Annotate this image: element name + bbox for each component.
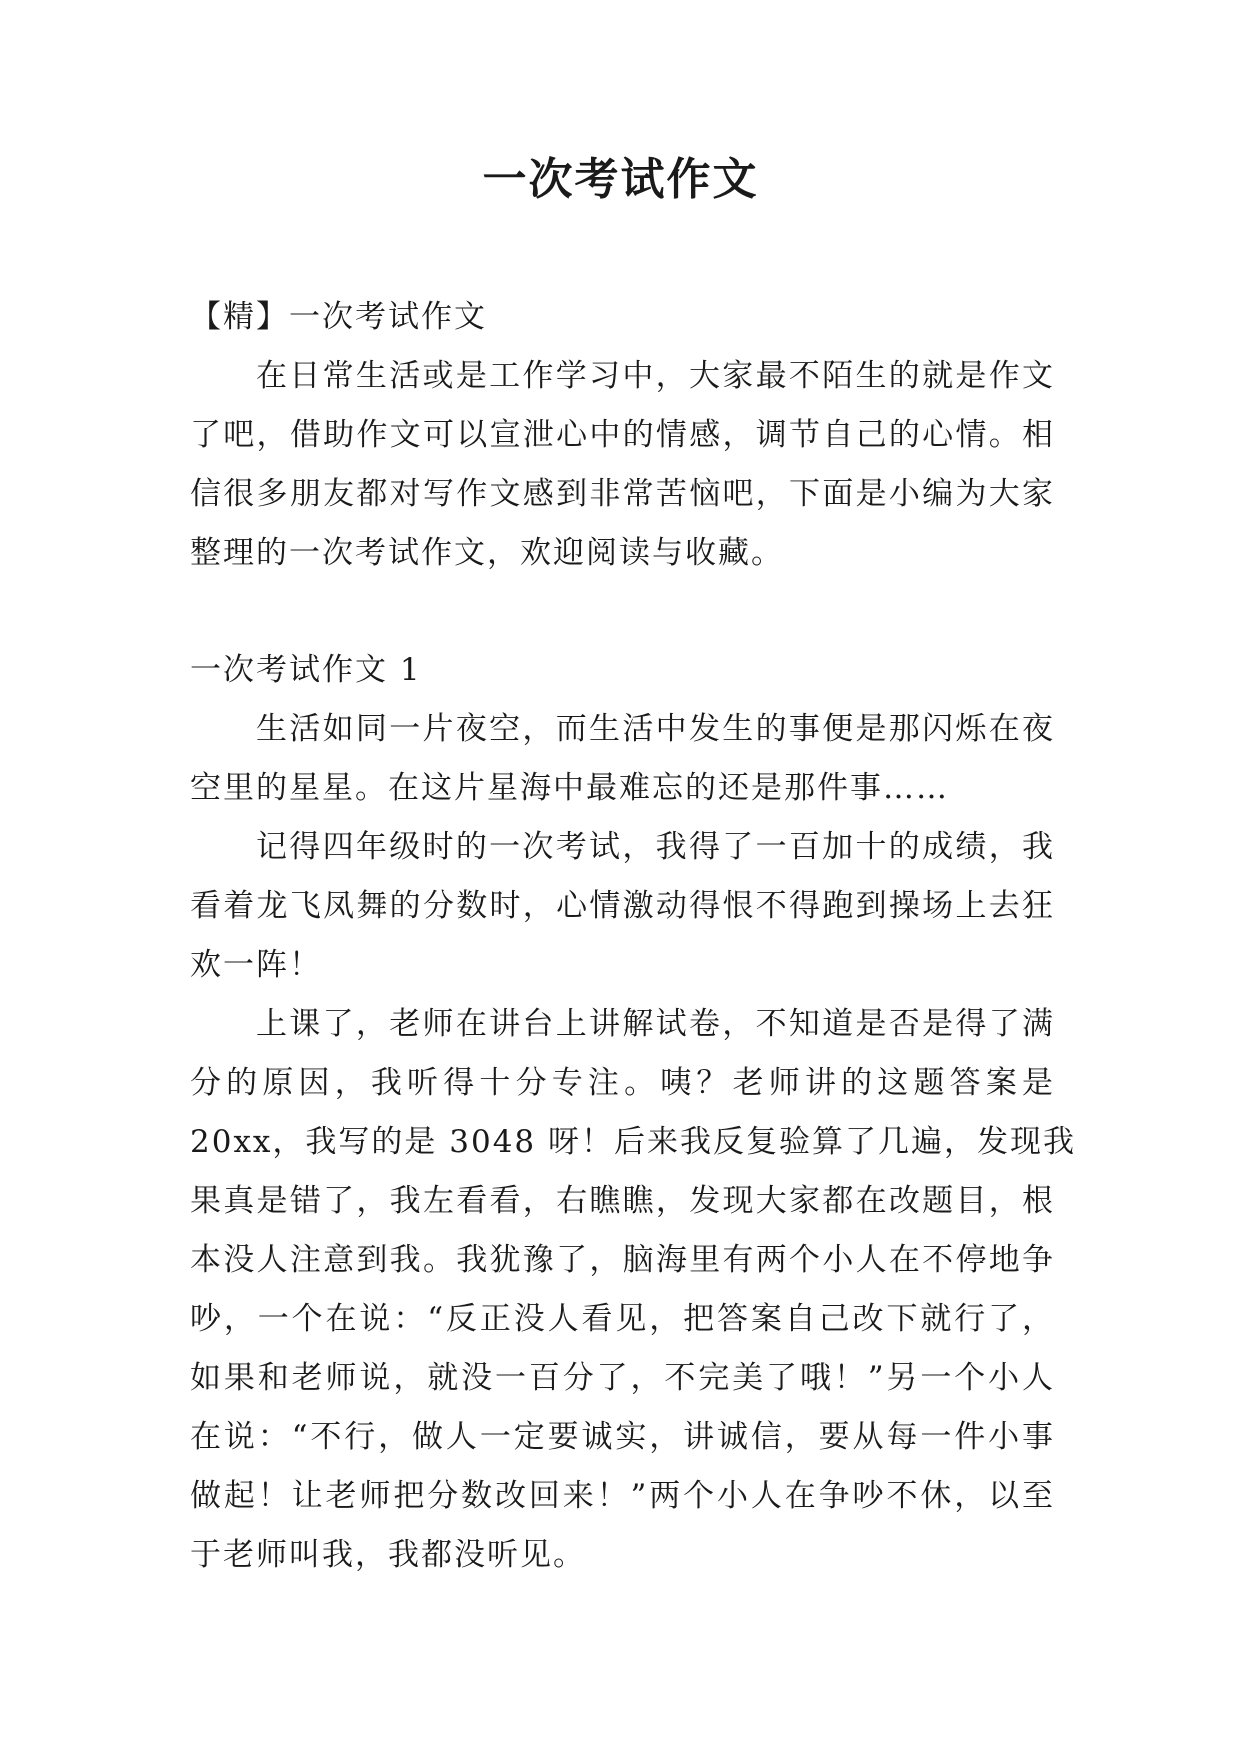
intro-line: 了吧，借助作文可以宣泄心中的情感，调节自己的心情。相 bbox=[190, 417, 1055, 453]
paragraph-line: 做起！让老师把分数改回来！”两个小人在争吵不休，以至 bbox=[190, 1478, 1055, 1514]
paragraph-line: 20xx，我写的是 3048 呀！后来我反复验算了几遍，发现我 bbox=[190, 1124, 1077, 1160]
intro-line: 整理的一次考试作文，欢迎阅读与收藏。 bbox=[190, 535, 784, 571]
paragraph-line: 果真是错了，我左看看，右瞧瞧，发现大家都在改题目，根 bbox=[190, 1183, 1055, 1219]
section-heading: 一次考试作文 1 bbox=[190, 652, 422, 688]
paragraph-line: 看着龙飞凤舞的分数时，心情激动得恨不得跑到操场上去狂 bbox=[190, 888, 1055, 924]
paragraph-line: 在说：“不行，做人一定要诚实，讲诚信，要从每一件小事 bbox=[190, 1419, 1055, 1455]
paragraph-line: 如果和老师说，就没一百分了，不完美了哦！”另一个小人 bbox=[190, 1360, 1055, 1396]
paragraph-line: 吵，一个在说：“反正没人看见，把答案自己改下就行了， bbox=[190, 1301, 1055, 1337]
paragraph-line: 欢一阵！ bbox=[190, 947, 322, 983]
intro-line: 在日常生活或是工作学习中，大家最不陌生的就是作文 bbox=[256, 358, 1055, 394]
paragraph-line: 记得四年级时的一次考试，我得了一百加十的成绩，我 bbox=[256, 829, 1055, 865]
paragraph-line: 本没人注意到我。我犹豫了，脑海里有两个小人在不停地争 bbox=[190, 1242, 1055, 1278]
paragraph-line: 分的原因，我听得十分专注。咦？老师讲的这题答案是 bbox=[190, 1065, 1055, 1101]
paragraph-line: 生活如同一片夜空，而生活中发生的事便是那闪烁在夜 bbox=[256, 711, 1055, 747]
paragraph-line: 空里的星星。在这片星海中最难忘的还是那件事…… bbox=[190, 770, 949, 806]
document-body bbox=[190, 288, 1077, 1585]
paragraph-line: 于老师叫我，我都没听见。 bbox=[190, 1537, 586, 1573]
document-title: 一次考试作文 bbox=[482, 154, 759, 205]
intro-line: 信很多朋友都对写作文感到非常苦恼吧，下面是小编为大家 bbox=[190, 476, 1055, 512]
section-spacer bbox=[190, 583, 1055, 641]
intro-heading: 【精】一次考试作文 bbox=[190, 299, 487, 335]
paragraph-line: 上课了，老师在讲台上讲解试卷，不知道是否是得了满 bbox=[256, 1006, 1055, 1042]
